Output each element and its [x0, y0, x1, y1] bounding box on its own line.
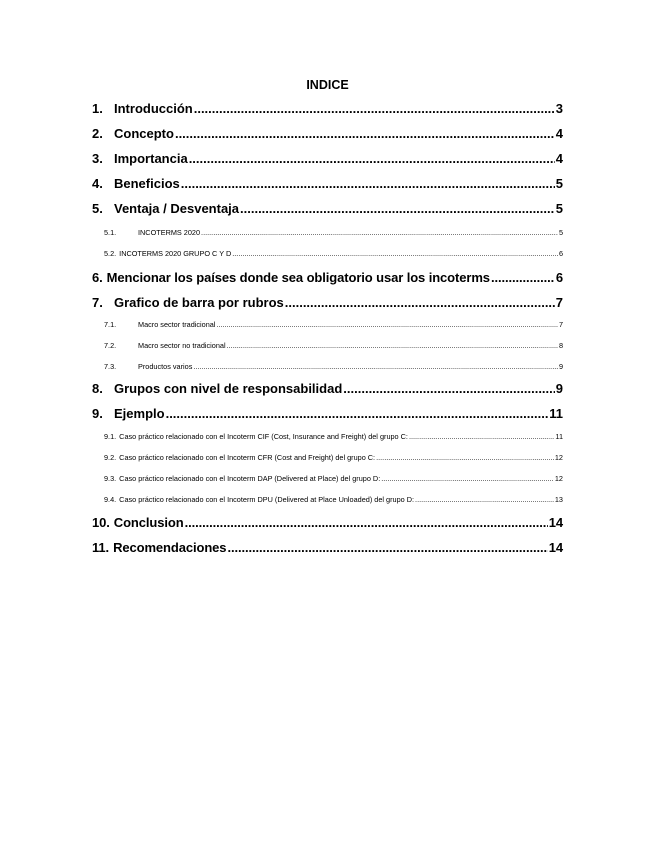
toc-entry-5-2[interactable]: [104, 249, 563, 261]
toc-entry-number: 11.: [92, 540, 110, 555]
toc-entry-page: 12: [554, 474, 563, 483]
toc-entry-page: 3: [555, 101, 563, 116]
toc-entry-number: 2.: [92, 126, 103, 141]
leader-dots: [194, 101, 555, 116]
toc-entry-label: Grafico de barra por rubros: [114, 295, 284, 310]
toc-entry-7[interactable]: [92, 295, 563, 315]
toc-entry-9-2[interactable]: [104, 453, 563, 465]
toc-entry-label: INCOTERMS 2020: [138, 228, 201, 237]
toc-entry-page: 7: [558, 320, 563, 329]
toc-entry-page: 7: [555, 295, 563, 310]
toc-entry-page: 5: [555, 201, 563, 216]
leader-dots: [232, 249, 558, 258]
toc-entry-label: Caso práctico relacionado con el Incoterm CFR (Cost and Freight) del grupo C:: [119, 453, 376, 462]
toc-entry-number: 5.2.: [104, 249, 117, 258]
toc-entry-5-1[interactable]: [104, 228, 563, 240]
toc-entry-11[interactable]: [92, 540, 563, 560]
toc-entry-9-3[interactable]: [104, 474, 563, 486]
toc-entry-8[interactable]: [92, 381, 563, 401]
toc-entry-number: 5.: [92, 201, 103, 216]
toc-entry-page: 14: [548, 515, 563, 530]
leader-dots: [343, 381, 554, 396]
toc-entry-page: 8: [558, 341, 563, 350]
toc-entry-number: 7.1.: [104, 320, 117, 329]
toc-entry-number: 6.: [92, 270, 103, 285]
leader-dots: [415, 495, 554, 504]
toc-entry-page: 13: [554, 495, 563, 504]
leader-dots: [381, 474, 554, 483]
leader-dots: [376, 453, 554, 462]
toc-entry-number: 9.4.: [104, 495, 117, 504]
toc-entry-label: Caso práctico relacionado con el Incoterm DPU (Delivered at Place Unloaded) del grupo D:: [119, 495, 415, 504]
leader-dots: [193, 362, 558, 371]
toc-entry-7-1[interactable]: [104, 320, 563, 332]
leader-dots: [285, 295, 555, 310]
toc-entry-4[interactable]: [92, 176, 563, 196]
toc-entry-label: Caso práctico relacionado con el Incoterm DAP (Delivered at Place) del grupo D:: [119, 474, 381, 483]
toc-entry-label: Ventaja / Desventaja: [114, 201, 240, 216]
leader-dots: [201, 228, 558, 237]
toc-entry-page: 9: [555, 381, 563, 396]
toc-entry-label: Ejemplo: [114, 406, 165, 421]
toc-entry-label: Beneficios: [114, 176, 180, 191]
toc-entry-page: 9: [558, 362, 563, 371]
toc-entry-9[interactable]: [92, 406, 563, 426]
toc-entry-label: Recomendaciones: [113, 540, 227, 555]
toc-entry-label: Macro sector tradicional: [138, 320, 216, 329]
leader-dots: [491, 270, 555, 285]
toc-entry-page: 6: [558, 249, 563, 258]
leader-dots: [227, 341, 558, 350]
toc-entry-number: 8.: [92, 381, 103, 396]
toc-entry-page: 12: [554, 453, 563, 462]
toc-entry-page: 14: [548, 540, 563, 555]
toc-entry-label: Concepto: [114, 126, 174, 141]
toc-entry-number: 9.: [92, 406, 103, 421]
leader-dots: [181, 176, 555, 191]
toc-entry-label: Importancia: [114, 151, 188, 166]
toc-entry-page: 11: [549, 406, 563, 421]
toc-entry-label: Grupos con nivel de responsabilidad: [114, 381, 343, 396]
toc-entry-10[interactable]: [92, 515, 563, 535]
toc-entry-page: 4: [555, 126, 563, 141]
toc-entry-number: 5.1.: [104, 228, 117, 237]
toc-entry-1[interactable]: [92, 101, 563, 121]
toc-entry-number: 9.1.: [104, 432, 117, 441]
toc-entry-page: 6: [555, 270, 563, 285]
leader-dots: [216, 320, 557, 329]
toc-entry-6[interactable]: [92, 270, 563, 290]
leader-dots: [185, 515, 548, 530]
toc-entry-label: Introducción: [114, 101, 193, 116]
toc-entry-number: 7.: [92, 295, 103, 310]
toc-entry-page: 11: [555, 432, 563, 441]
toc-title: INDICE: [306, 78, 349, 92]
toc-entry-number: 1.: [92, 101, 103, 116]
toc-entry-page: 4: [555, 151, 563, 166]
toc-entry-9-1[interactable]: [104, 432, 563, 444]
toc-entry-label: Mencionar los países donde sea obligatorio usar los incoterms: [106, 270, 490, 285]
toc-entry-label: INCOTERMS 2020 GRUPO C Y D: [119, 249, 232, 258]
toc-entry-label: Productos varios: [138, 362, 193, 371]
toc-entry-label: Caso práctico relacionado con el Incoterm CIF (Cost, Insurance and Freight) del grupo C:: [119, 432, 408, 441]
toc-entry-2[interactable]: [92, 126, 563, 146]
toc-entry-page: 5: [555, 176, 563, 191]
toc-entry-5[interactable]: [92, 201, 563, 221]
toc-entry-number: 10.: [92, 515, 110, 530]
toc-entry-page: 5: [558, 228, 563, 237]
toc-entry-number: 7.2.: [104, 341, 117, 350]
toc-entry-7-2[interactable]: [104, 341, 563, 353]
toc-entry-number: 9.2.: [104, 453, 117, 462]
toc-entry-number: 7.3.: [104, 362, 117, 371]
toc-entry-7-3[interactable]: [104, 362, 563, 374]
leader-dots: [175, 126, 555, 141]
leader-dots: [409, 432, 554, 441]
toc-entry-label: Conclusion: [113, 515, 184, 530]
leader-dots: [166, 406, 549, 421]
leader-dots: [227, 540, 547, 555]
toc-entry-number: 4.: [92, 176, 103, 191]
toc-entry-label: Macro sector no tradicional: [138, 341, 226, 350]
toc-entry-number: 3.: [92, 151, 103, 166]
leader-dots: [189, 151, 555, 166]
toc-entry-number: 9.3.: [104, 474, 117, 483]
toc-entry-9-4[interactable]: [104, 495, 563, 507]
toc-entry-3[interactable]: [92, 151, 563, 171]
leader-dots: [240, 201, 555, 216]
